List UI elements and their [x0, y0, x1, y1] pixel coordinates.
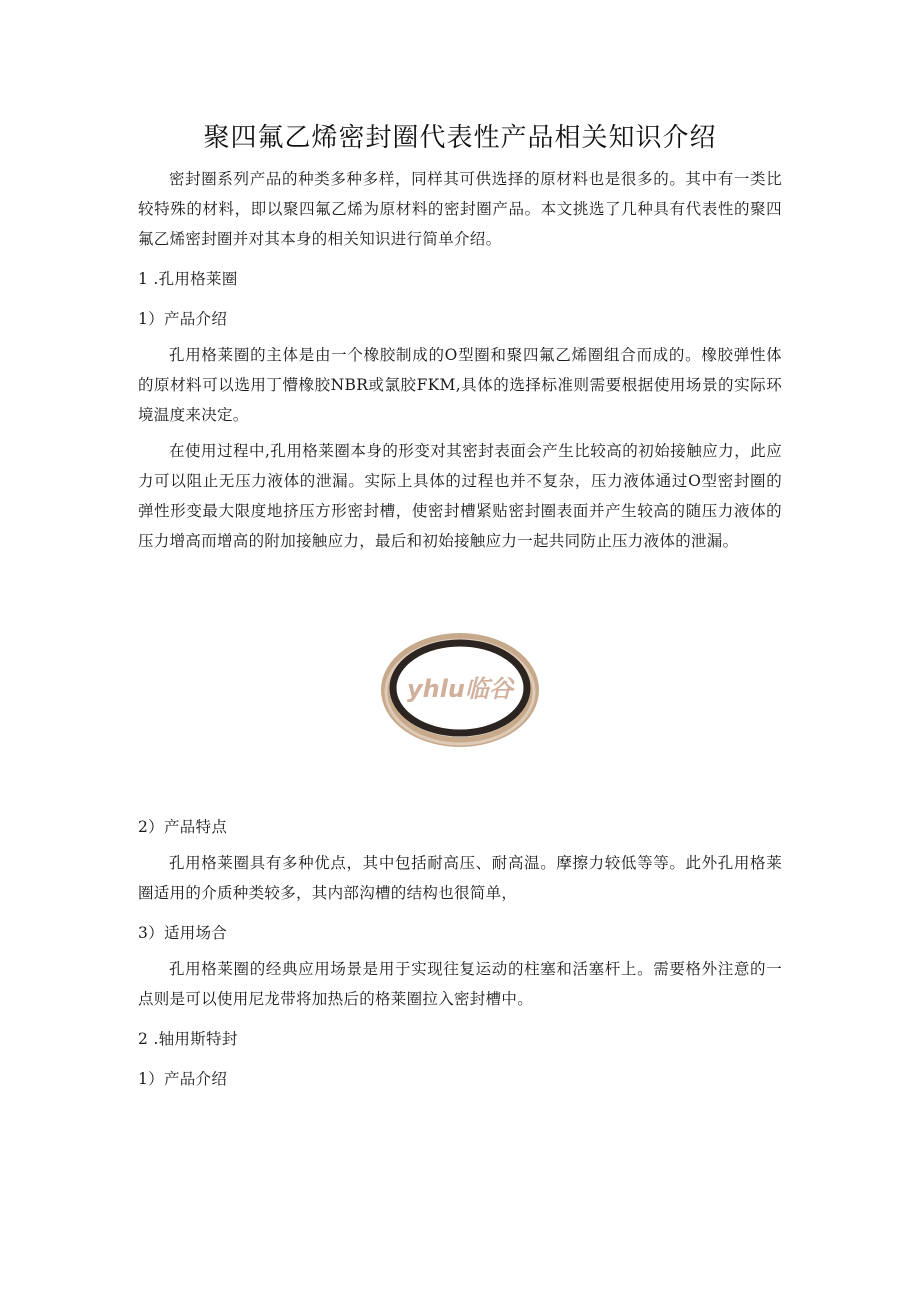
section-1-sub3-heading: 3）适用场合 [138, 924, 228, 942]
section-1-paragraph-1: 孔用格莱圈的主体是由一个橡胶制成的O型圈和聚四氟乙烯圈组合而成的。橡胶弹性体的原材料可以选用丁懵橡胶NBR或氯胶FKM,具体的选择标准则需要根据使用场景的实际环境温度来决定。 [138, 346, 782, 424]
product-image-glyd-ring [138, 626, 782, 754]
section-2-sub1-heading: 1）产品介绍 [138, 1070, 228, 1088]
watermark-text: yhlu临谷 [406, 675, 514, 703]
section-1-sub2-heading: 2）产品特点 [138, 818, 228, 836]
section-1-paragraph-2: 在使用过程中,孔用格莱圈本身的形变对其密封表面会产生比较高的初始接触应力，此应力可以阻止无压力液体的泄漏。实际上具体的过程也并不复杂，压力液体通过O型密封圈的弹性形变最大限度地挤压方形密封槽，使密封槽紧贴密封圈表面并产生较高的随压力液体的压力增高而增高的附加接触应力，最后和初始接触应力一起共同防止压力液体的泄漏。 [138, 442, 782, 550]
section-1-paragraph-3: 孔用格莱圈具有多种优点，其中包括耐高压、耐高温。摩擦力较低等等。此外孔用格莱圈适用的介质种类较多，其内部沟槽的结构也很简单， [138, 854, 782, 902]
intro-paragraph: 密封圈系列产品的种类多种多样，同样其可供选择的原材料也是很多的。其中有一类比较特殊的材料，即以聚四氟乙烯为原材料的密封圈产品。本文挑选了几种具有代表性的聚四氟乙烯密封圈并对其本身的相关知识进行简单介绍。 [138, 170, 782, 248]
section-1-paragraph-4: 孔用格莱圈的经典应用场景是用于实现往复运动的柱塞和活塞杆上。需要格外注意的一点则是可以使用尼龙带将加热后的格莱圈拉入密封槽中。 [138, 960, 782, 1008]
seal-ring-photo [375, 626, 545, 754]
section-1-sub1-heading: 1）产品介绍 [138, 310, 228, 328]
section-2-heading: 2 .轴用斯特封 [138, 1030, 238, 1048]
section-1-heading: 1 .孔用格莱圈 [138, 270, 238, 288]
document-title: 聚四氟乙烯密封圈代表性产品相关知识介绍 [203, 123, 717, 153]
